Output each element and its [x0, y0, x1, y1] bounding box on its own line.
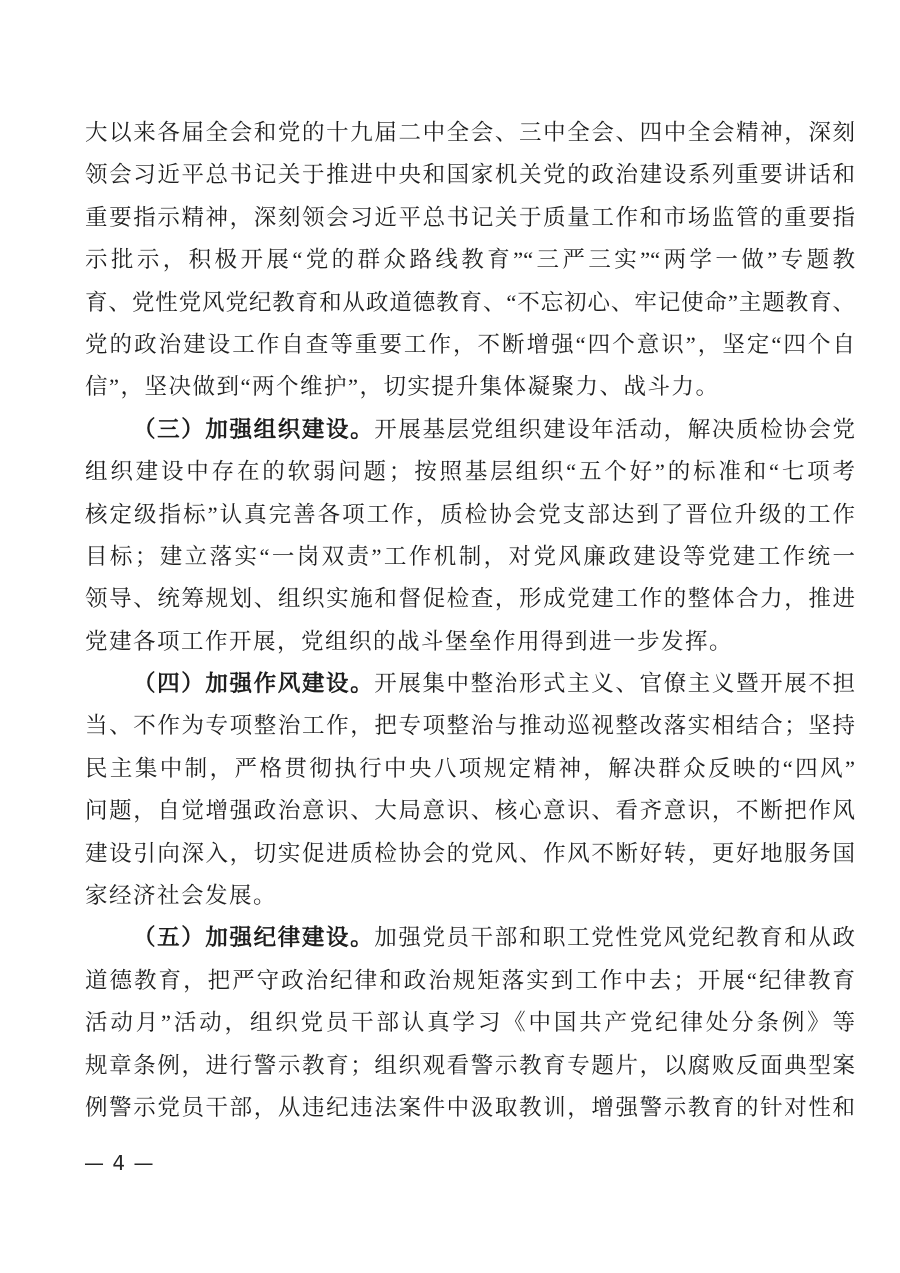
text-line-content: 党建各项工作开展，党组织的战斗堡垒作用得到进一步发挥。: [85, 628, 734, 654]
text-line-content: 开展集中整治形式主义、官僚主义暨开展不担: [374, 671, 855, 697]
text-line-content: 民主集中制，严格贯彻执行中央八项规定精神，解决群众反映的“四风”: [85, 755, 855, 781]
text-line-content: 加强党员干部和职工党性党风党纪教育和从政: [374, 925, 855, 951]
text-line-content: 目标；建立落实“一岗双责”工作机制，对党风廉政建设等党建工作统一: [85, 543, 855, 569]
text-line-content: 当、不作为专项整治工作，把专项整治与推动巡视整改落实相结合；坚持: [85, 713, 855, 739]
text-line: [85, 494, 855, 536]
text-line: [85, 621, 855, 663]
text-line: [85, 833, 855, 875]
text-line: [85, 324, 855, 366]
text-line: [85, 917, 855, 959]
text-line: [85, 197, 855, 239]
text-line-content: 领会习近平总书记关于推进中央和国家机关党的政治建设系列重要讲话和: [85, 162, 855, 188]
text-line: [85, 748, 855, 790]
text-line: [85, 1087, 855, 1129]
text-line: [85, 154, 855, 196]
text-line-content: 大以来各届全会和党的十九届二中全会、三中全会、四中全会精神，深刻: [85, 120, 855, 145]
text-line-content: 信”，坚决做到“两个维护”，切实提升集体凝聚力、战斗力。: [85, 374, 720, 400]
text-line: [85, 536, 855, 578]
text-line: [85, 112, 855, 154]
text-line-content: 例警示党员干部，从违纪违法案件中汲取教训，增强警示教育的针对性和: [85, 1094, 855, 1120]
text-block: [85, 112, 855, 1129]
text-line-content: 育、党性党风党纪教育和从政道德教育、“不忘初心、牢记使命”主题教育、: [85, 289, 855, 315]
text-line: [85, 790, 855, 832]
text-line-content: 领导、统筹规划、组织实施和督促检查，形成党建工作的整体合力，推进: [85, 586, 855, 612]
text-line: [85, 875, 855, 917]
text-line-content: 重要指示精神，深刻领会习近平总书记关于质量工作和市场监管的重要指: [85, 204, 855, 230]
section-heading: （五）加强纪律建设。: [133, 925, 375, 951]
text-line-content: 党的政治建设工作自查等重要工作，不断增强“四个意识”，坚定“四个自: [85, 331, 855, 357]
text-line-content: 道德教育，把严守政治纪律和政治规矩落实到工作中去；开展“纪律教育: [85, 967, 855, 993]
text-line: [85, 578, 855, 620]
text-line: [85, 705, 855, 747]
text-line: [85, 239, 855, 281]
text-line: [85, 451, 855, 493]
text-line-content: 开展基层党组织建设年活动，解决质检协会党: [374, 416, 855, 442]
text-line-content: 规章条例，进行警示教育；组织观看警示教育专题片，以腐败反面典型案: [85, 1052, 855, 1078]
text-line: [85, 1045, 855, 1087]
text-line: [85, 282, 855, 324]
page-number: — 4 —: [84, 1151, 155, 1175]
text-line-content: 示批示，积极开展“党的群众路线教育”“三严三实”“两学一做”专题教: [85, 247, 855, 273]
section-heading: （三）加强组织建设。: [133, 416, 375, 442]
text-line-content: 问题，自觉增强政治意识、大局意识、核心意识、看齐意识，不断把作风: [85, 798, 855, 824]
text-line-content: 活动月”活动，组织党员干部认真学习《中国共产党纪律处分条例》等: [85, 1010, 855, 1036]
text-line: [85, 663, 855, 705]
text-line-content: 核定级指标”认真完善各项工作，质检协会党支部达到了晋位升级的工作: [85, 501, 855, 527]
text-line: [85, 409, 855, 451]
text-line-content: 建设引向深入，切实促进质检协会的党风、作风不断好转，更好地服务国: [85, 840, 855, 866]
text-line-content: 家经济社会发展。: [85, 883, 278, 909]
text-line: [85, 366, 855, 408]
text-line: [85, 1002, 855, 1044]
text-line: [85, 960, 855, 1002]
section-heading: （四）加强作风建设。: [133, 671, 375, 697]
text-line-content: 组织建设中存在的软弱问题；按照基层组织“五个好”的标准和“七项考: [85, 459, 855, 485]
